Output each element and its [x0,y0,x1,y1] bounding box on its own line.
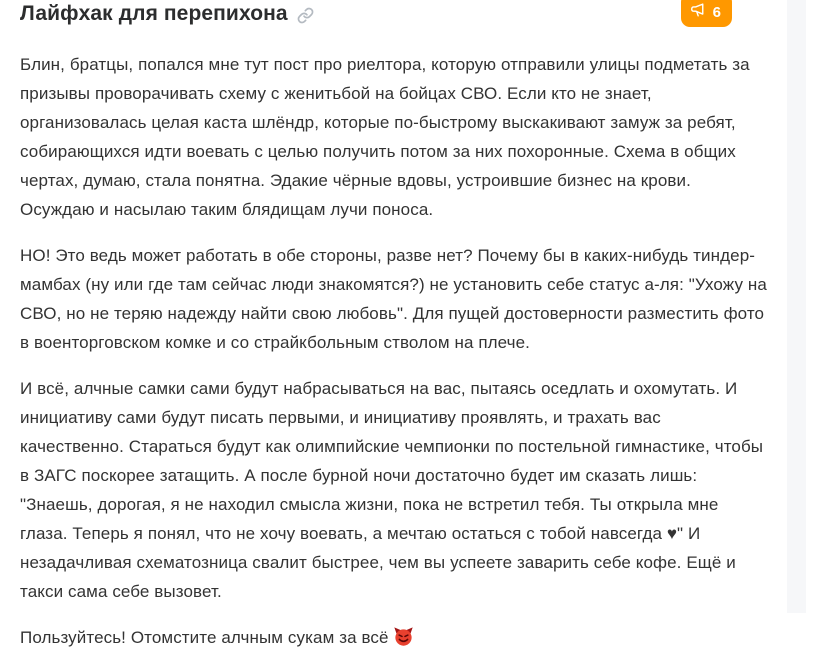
post-paragraph: Блин, братцы, попался мне тут пост про риелтора, которую отправили улицы подметать за призывы проворачивать схему с женитьбой на бойцах СВО. Если кто не знает, организовалась целая каста шлёндр, которые по-быстрому выскакивают замуж за ребят, собирающихся идти воевать с целью получить потом за них похоронные. Схема в общих чертах, думаю, стала понятна. Эдакие чёрные вдовы, устроившие бизнес на крови. Осуждаю и насылаю таким блядищам лучи поноса. [20,55,750,219]
post-body [20,50,767,652]
post-paragraph-text: Пользуйтесь! Отомстите алчным сукам за всё [20,628,389,647]
post-paragraph: НО! Это ведь может работать в обе стороны, разве нет? Почему бы в каких-нибудь тиндер-мамбах (ну или где там сейчас люди знакомятся?) не установить себе статус а-ля: "Ухожу на СВО, но не теряю надежду найти свою любовь". Для пущей достоверности разместить фото в военторговском комке и со страйкбольным стволом на плече. [20,246,767,352]
post-title: Лайфхак для перепихона [20,2,288,25]
promo-counter-badge[interactable] [681,0,732,27]
link-icon[interactable] [297,7,314,24]
post-paragraph: И всё, алчные самки сами будут набрасываться на вас, пытаясь оседлать и охомутать. И инициативу сами будут писать первыми, и инициативу проявлять, и трахать вас качественно. Стараться будут как олимпийские чемпионки по постельной гимнастике, чтобы в ЗАГС поскорее затащить. А после бурной ночи достаточно будет им сказать лишь: "Знаешь, дорогая, я не находил смысла жизни, пока не встретил тебя. Ты открыла мне глаза. Теперь я понял, что не хочу воевать, а мечтаю остаться с тобой навсегда ♥" И незадачливая схематозница свалит быстрее, чем вы успеете заварить себе кофе. Ещё и такси сама себе вызовет. [20,379,764,601]
post-paragraph [20,623,767,652]
smiling-devil-emoji [393,626,414,647]
post-header [20,0,767,28]
megaphone-icon [690,0,707,23]
promo-count: 6 [712,4,721,21]
page-gutter [787,0,806,613]
